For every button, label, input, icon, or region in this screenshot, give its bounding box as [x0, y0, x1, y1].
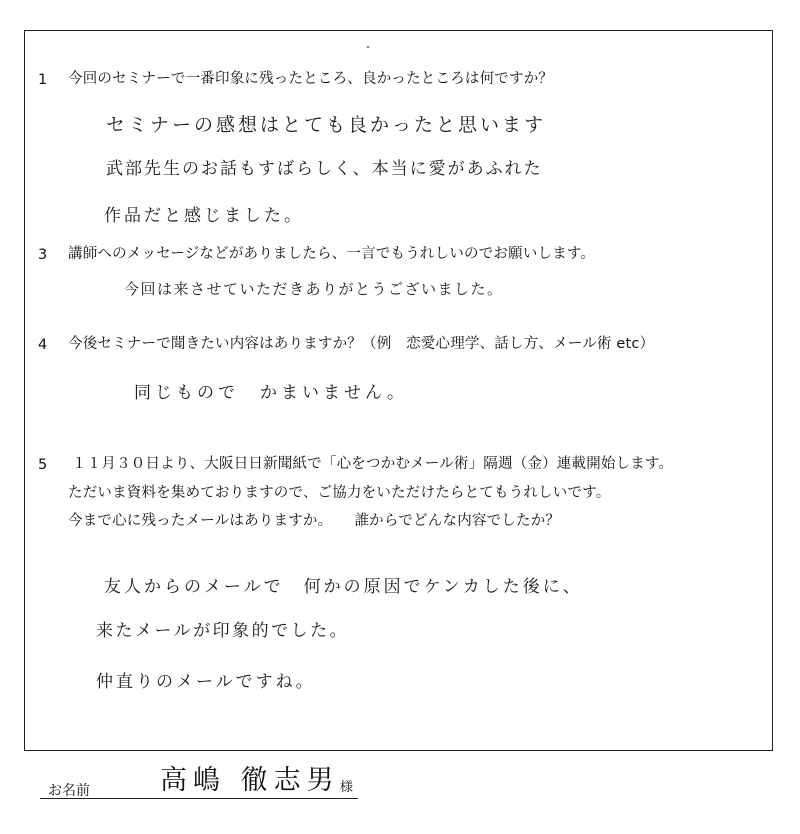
answer-5-line-3: 仲直りのメールですね。	[96, 672, 316, 692]
question-5-text-line-2: ただいま資料を集めておりますので、ご協力をいただけたらとてもうれしいです。	[68, 485, 611, 501]
answer-1-line-3: 作品だと感じました。	[104, 206, 304, 226]
answer-1-line-2: 武部先生のお話もすばらしく、本当に愛があふれた	[106, 159, 543, 179]
name-handwritten: 高嶋 徹志男	[160, 765, 340, 796]
question-5-text-line-1: １１月３０日より、大阪日日新聞紙で「心をつかむメール術」隔週（金）連載開始します。	[72, 456, 674, 472]
question-3-text: 講師へのメッセージなどがありましたら、一言でもうれしいのでお願いします。	[68, 246, 596, 262]
question-3-number: 3	[38, 247, 48, 263]
honorific-sama: 様	[340, 780, 354, 795]
answer-3-line-1: 今回は来させていただきありがとうございました。	[124, 280, 504, 298]
answer-5-line-1: 友人からのメールで 何かの原因でケンカした後に、	[104, 577, 583, 597]
question-4-text: 今後セミナーで聞きたい内容はありますか？（例 恋愛心理学、話し方、メール術 etc）	[68, 336, 655, 352]
question-5-number: 5	[38, 457, 48, 473]
question-5-text-line-3: 今まで心に残ったメールはありますか。 誰からでどんな内容でしたか？	[68, 513, 561, 529]
question-1-text: 今回のセミナーで一番印象に残ったところ、良かったところは何ですか？	[68, 71, 554, 87]
question-4-number: 4	[38, 337, 48, 353]
answer-5-line-2: 来たメールが印象的でした。	[96, 621, 350, 641]
name-underline	[40, 798, 358, 799]
question-1-number: 1	[38, 72, 48, 88]
name-label: お名前	[48, 783, 90, 799]
answer-1-line-1: セミナーの感想はとても良かったと思います	[106, 114, 547, 136]
answer-4-line-1: 同じもので かまいません。	[134, 383, 409, 403]
